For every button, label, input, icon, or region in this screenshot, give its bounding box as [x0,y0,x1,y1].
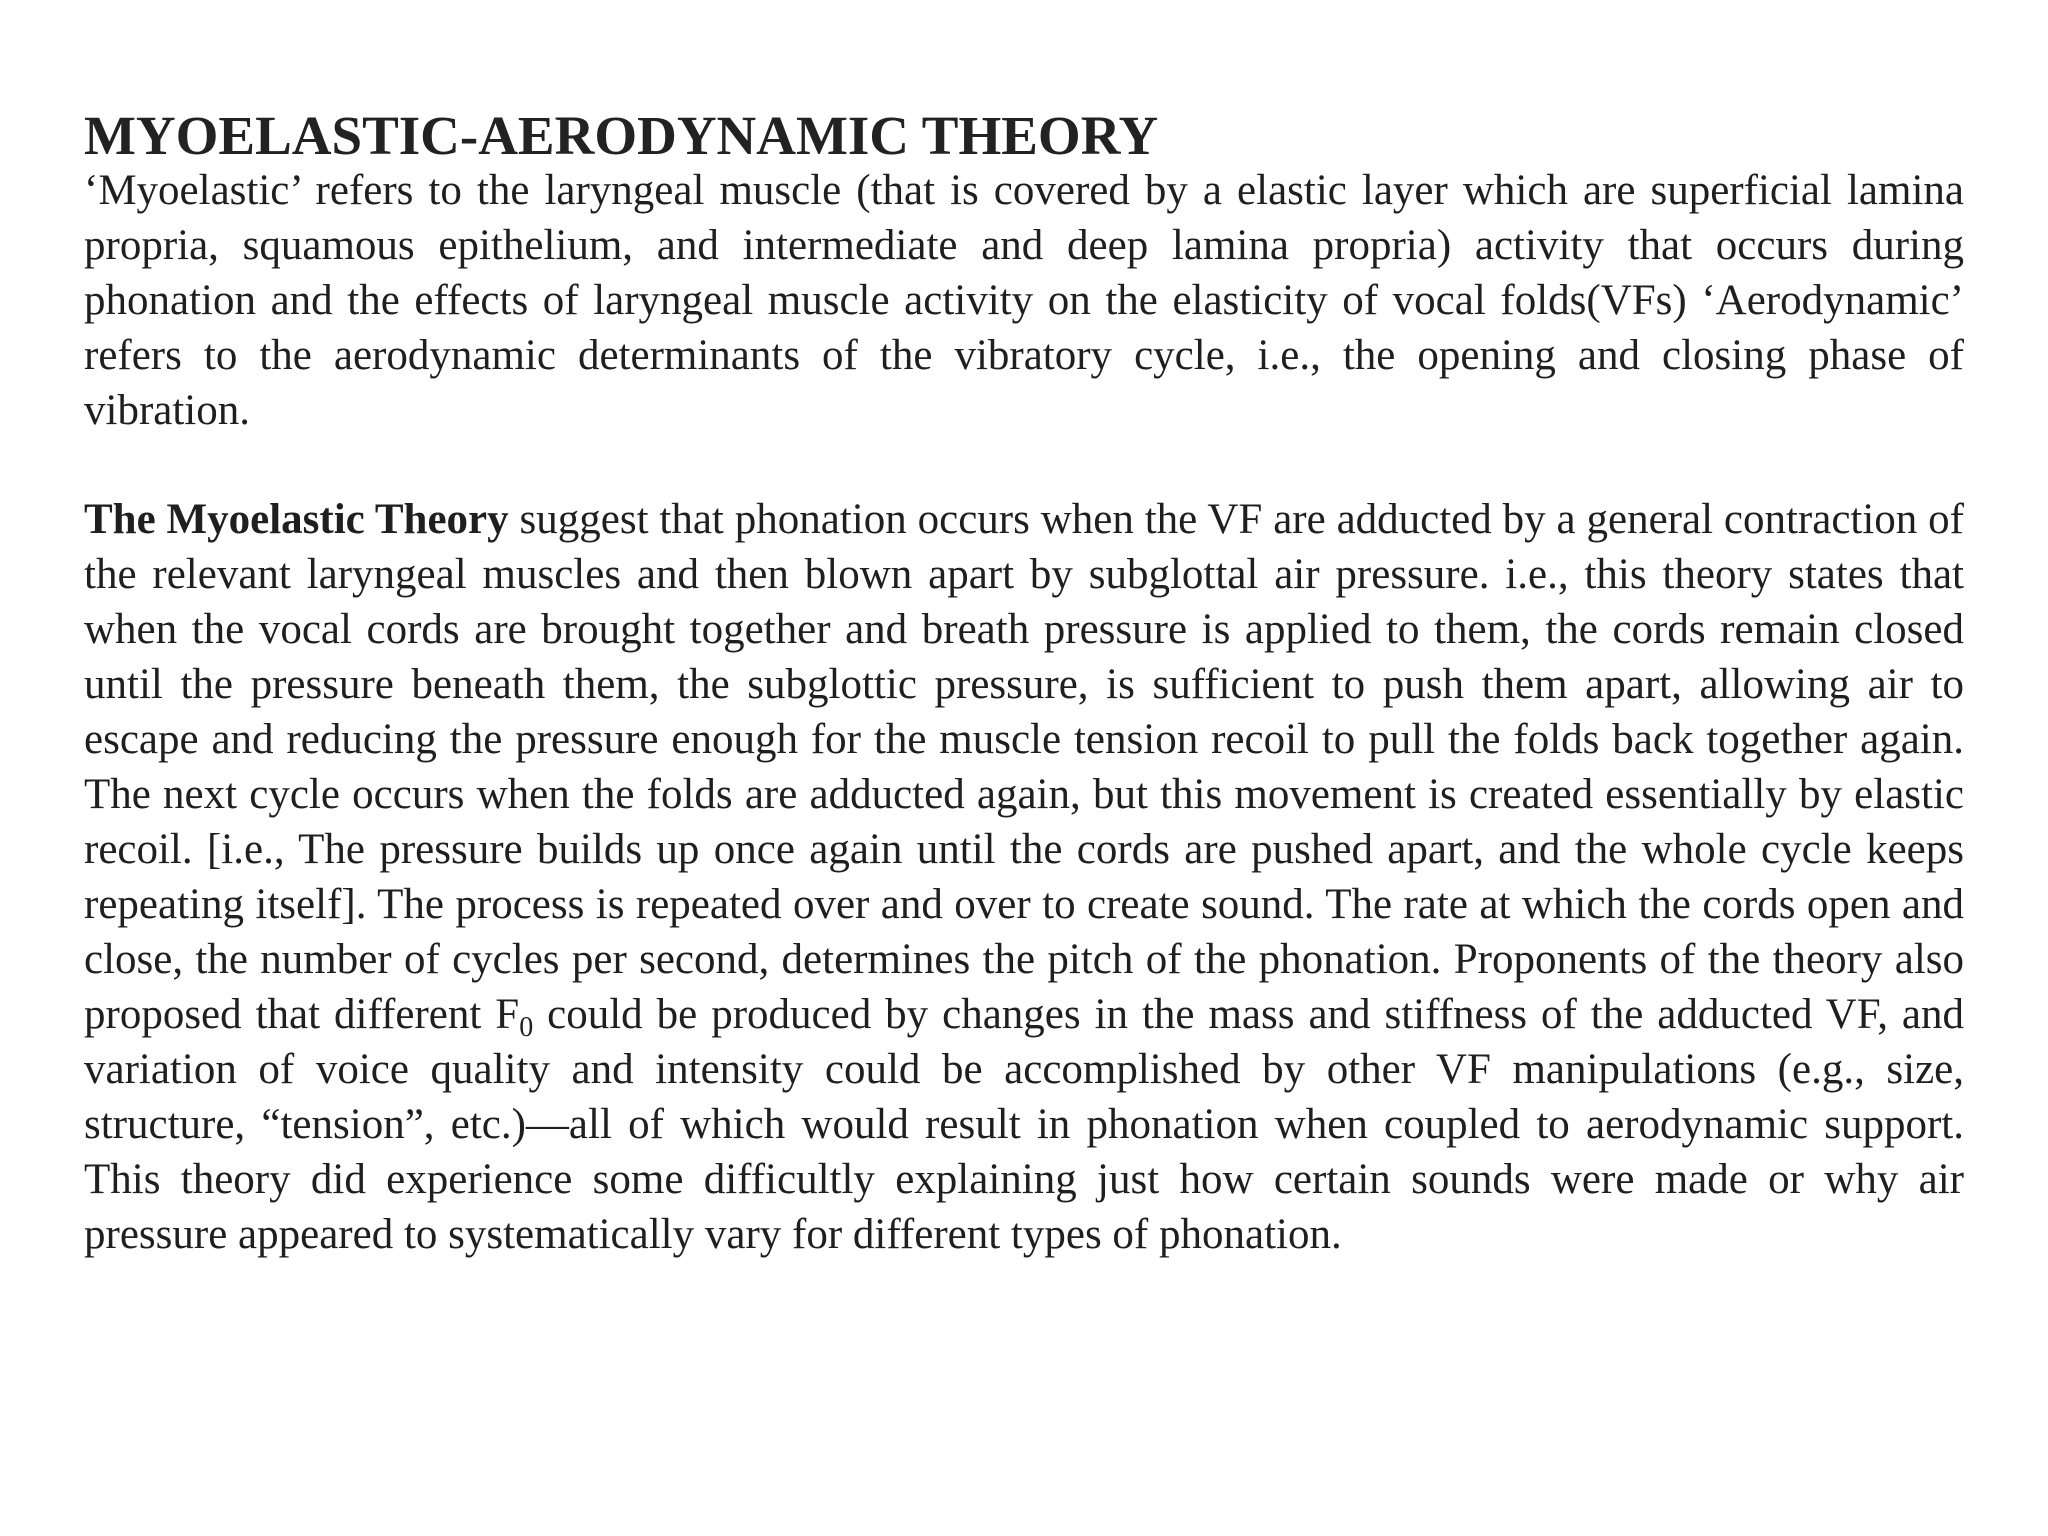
paragraph-myoelastic-theory [84,492,1964,1262]
paragraph-definitions: ‘Myoelastic’ refers to the laryngeal muscle (that is covered by a elastic layer which are superficial lamina propria, squamous epithelium, and intermediate and deep lamina propria) activity that occurs during phonation and the effects of laryngeal muscle activity on the elasticity of vocal folds(VFs) ‘Aerodynamic’ refers to the aerodynamic determinants of the vibratory cycle, i.e., the opening and closing phase of vibration. [84,167,1964,434]
document-page [84,104,1964,1262]
f0-subscript: 0 [519,1012,534,1043]
paragraph-lead-heading: The Myoelastic Theory [84,496,509,543]
paragraph-body-part1: suggest that phonation occurs when the VF are adducted by a general contraction of the relevant laryngeal muscles and then blown apart by subglottal air pressure. i.e., this theory states that when the vocal cords are brought together and breath pressure is applied to them, the cords remain closed until the pressure beneath them, the subglottic pressure, is sufficient to push them apart, allowing air to escape and reducing the pressure enough for the muscle tension recoil to pull the folds back together again. The next cycle occurs when the folds are adducted again, but this movement is created essentially by elastic recoil. [i.e., The pressure builds up once again until the cords are pushed apart, and the whole cycle keeps repeating itself]. The process is repeated over and over to create sound. The rate at which the cords open and close, the number of cycles per second, determines the pitch of the phonation. Proponents of the theory also proposed that different F [84,496,1964,1038]
paragraph-body-part2: could be produced by changes in the mass and stiffness of the adducted VF, and variation of voice quality and intensity could be accomplished by other VF manipulations (e.g., size, structure, “tension”, etc.)—all of which would result in phonation when coupled to aerodynamic support. This theory did experience some difficultly explaining just how certain sounds were made or why air pressure appeared to systematically vary for different types of phonation. [84,991,1965,1258]
paragraph-spacer [84,438,1964,492]
page-title: MYOELASTIC-AERODYNAMIC THEORY [84,105,1159,166]
